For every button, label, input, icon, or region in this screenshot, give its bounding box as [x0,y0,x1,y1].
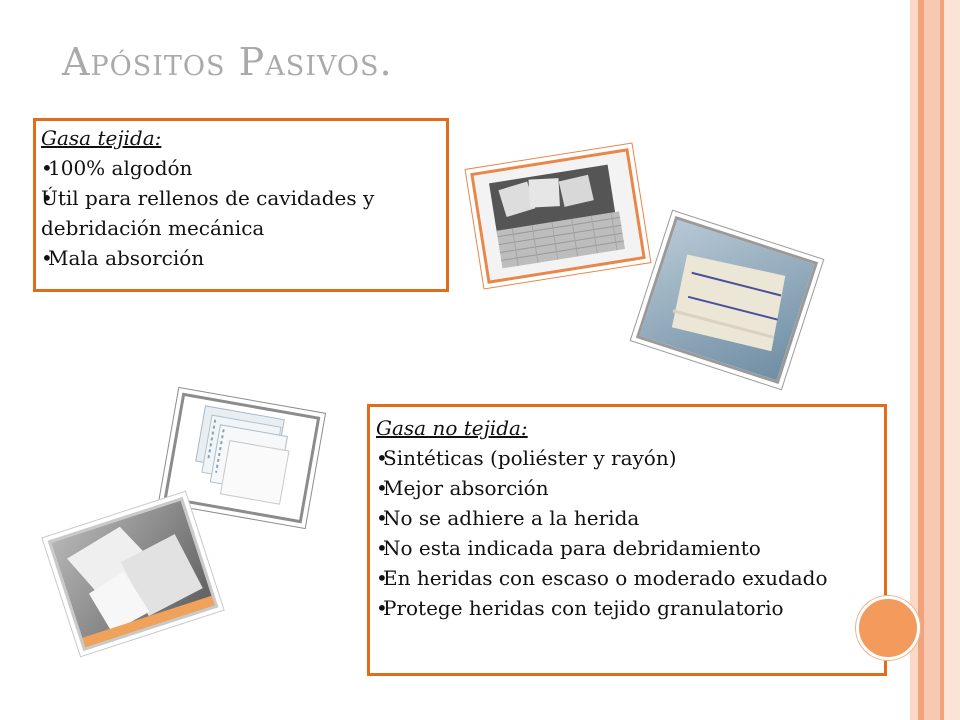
packaged-gauze-photo [164,393,321,524]
woven-gauze-photo [470,148,646,284]
list-item: • Mejor absorción [376,473,878,503]
list-item: • En heridas con escaso o moderado exudado [376,563,878,593]
list-item: • 100% algodón [41,153,440,183]
decorative-circle [856,596,920,660]
gauze-pads-image [474,152,643,281]
list-item: • Útil para rellenos de cavidades y debridación mecánica [41,183,440,243]
list-item: • No se adhiere a la herida [376,503,878,533]
gauze-sponges-image [51,501,214,648]
folded-gauze-image [640,220,815,381]
list-item: • No esta indicada para debridamiento [376,533,878,563]
nonwoven-gauze-list [376,443,878,623]
list-item: • Mala absorción [41,243,440,273]
packaged-gauze-image [167,396,317,520]
list-item: • Protege heridas con tejido granulatorio [376,593,878,623]
gauze-sponges-photo [48,497,219,651]
decorative-stripes [910,0,960,720]
woven-gauze-box [33,118,449,292]
list-item: • Sintéticas (poliéster y rayón) [376,443,878,473]
folded-gauze-photo [636,216,818,384]
woven-gauze-list [41,153,440,273]
nonwoven-gauze-box [367,404,887,676]
slide-title: Apósitos Pasivos. [62,40,393,84]
woven-gauze-heading: Gasa tejida: [41,126,162,150]
nonwoven-gauze-heading: Gasa no tejida: [376,416,528,440]
